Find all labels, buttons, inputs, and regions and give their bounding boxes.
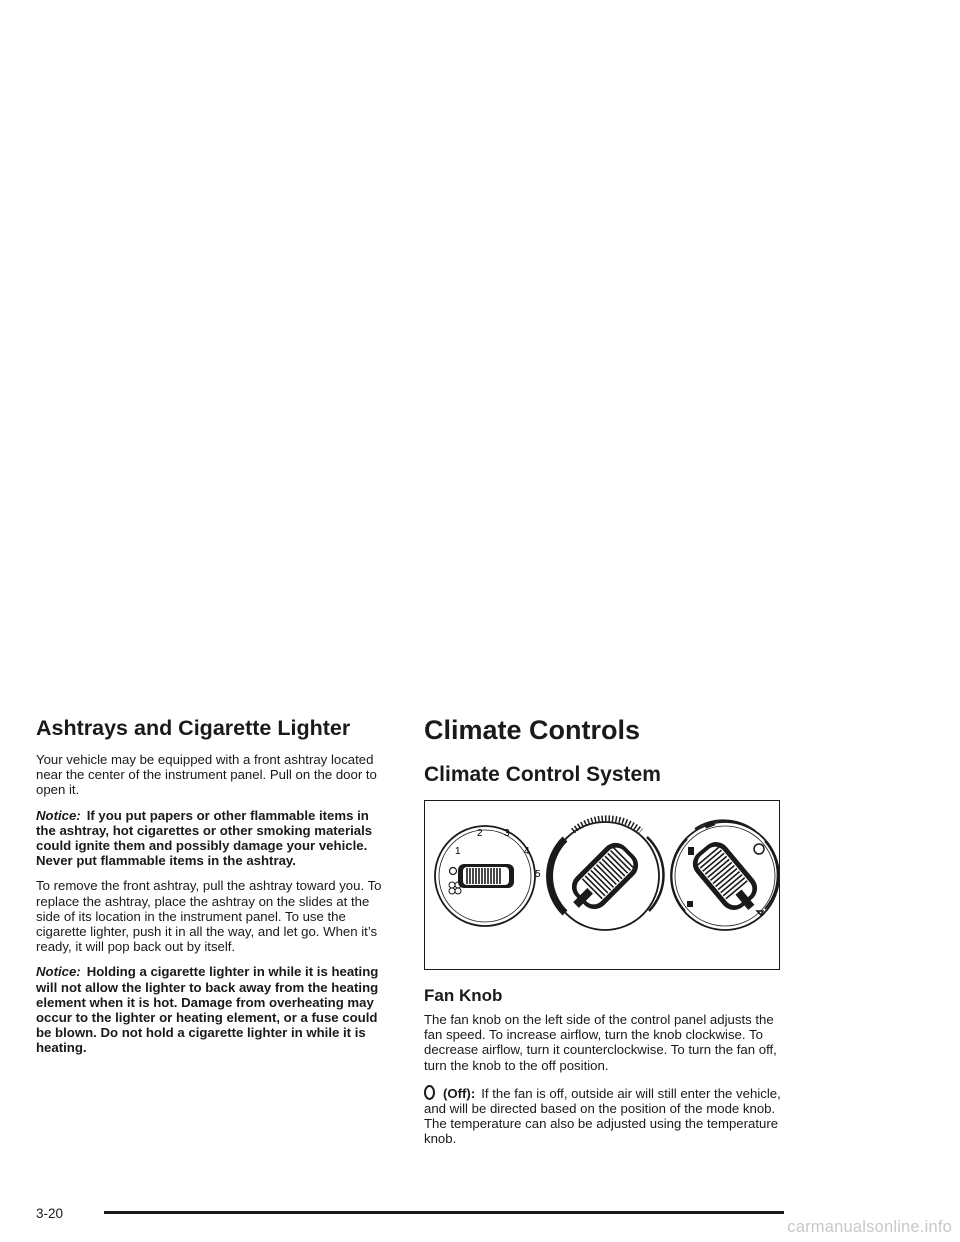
temperature-knob-graphic (550, 818, 664, 930)
notice-text: Holding a cigarette lighter in while it is heating will not allow the lighter to back away from the heating element when it is hot. Damage from overheating may occur to the lighter or heating element, or a fuse could be blown. Do not hold a cigarette lighter in while it is heating. (36, 964, 379, 1056)
notice-label: Notice: (36, 807, 81, 823)
fan-speed-label: 3 (504, 828, 510, 839)
off-circle-icon (424, 1085, 435, 1100)
off-text: If the fan is off, outside air will still enter the vehicle, and will be directed based on the position of the mode knob. The temperature can also be adjusted using the temperature knob. (424, 1085, 781, 1147)
fan-speed-label: 2 (477, 828, 483, 839)
fan-knob-graphic (435, 826, 541, 926)
fan-speed-label: 5 (535, 869, 541, 880)
section-title: Climate Control System (424, 763, 661, 786)
subheading-fan-knob: Fan Knob (424, 986, 503, 1005)
mode-knob-graphic (671, 820, 779, 930)
right-body (424, 1012, 784, 1157)
paragraph: Your vehicle may be equipped with a front ashtray located near the center of the instrument panel. Pull on the door to open it. (36, 752, 377, 798)
notice-block (36, 964, 388, 1055)
left-body (36, 752, 388, 1066)
fan-speed-label: 4 (524, 846, 530, 857)
section-heading-ashtrays: Ashtrays and Cigarette Lighter (36, 716, 351, 740)
climate-panel-drawing (425, 801, 781, 971)
notice-label: Notice: (36, 964, 81, 980)
notice-block (36, 808, 388, 869)
watermark: carmanualsonline.info (787, 1218, 952, 1236)
off-label: (Off): (443, 1085, 476, 1101)
notice-text: If you put papers or other flammable items in the ashtray, hot cigarettes or other smoking materials could ignite them and possibly damage your vehicle. Never put flammable items in the ashtray. (36, 807, 373, 869)
chapter-title: Climate Controls (424, 715, 641, 745)
footer-rule (104, 1211, 784, 1214)
paragraph: The fan knob on the left side of the control panel adjusts the fan speed. To increase airflow, turn the knob clockwise. To decrease airflow, turn it counterclockwise. To turn the fan off, turn the knob to the off position. (424, 1012, 777, 1073)
paragraph: To remove the front ashtray, pull the ashtray toward you. To replace the ashtray, place the ashtray on the slides at the side of its location in the instrument panel. To use the cigarette lighter, push it in all the way, and let go. When it’s ready, it will pop back out by itself. (36, 878, 382, 955)
climate-control-illustration (424, 800, 780, 970)
off-paragraph (424, 1083, 784, 1147)
page-number: 3-20 (36, 1206, 64, 1221)
fan-speed-label: 1 (455, 846, 461, 857)
